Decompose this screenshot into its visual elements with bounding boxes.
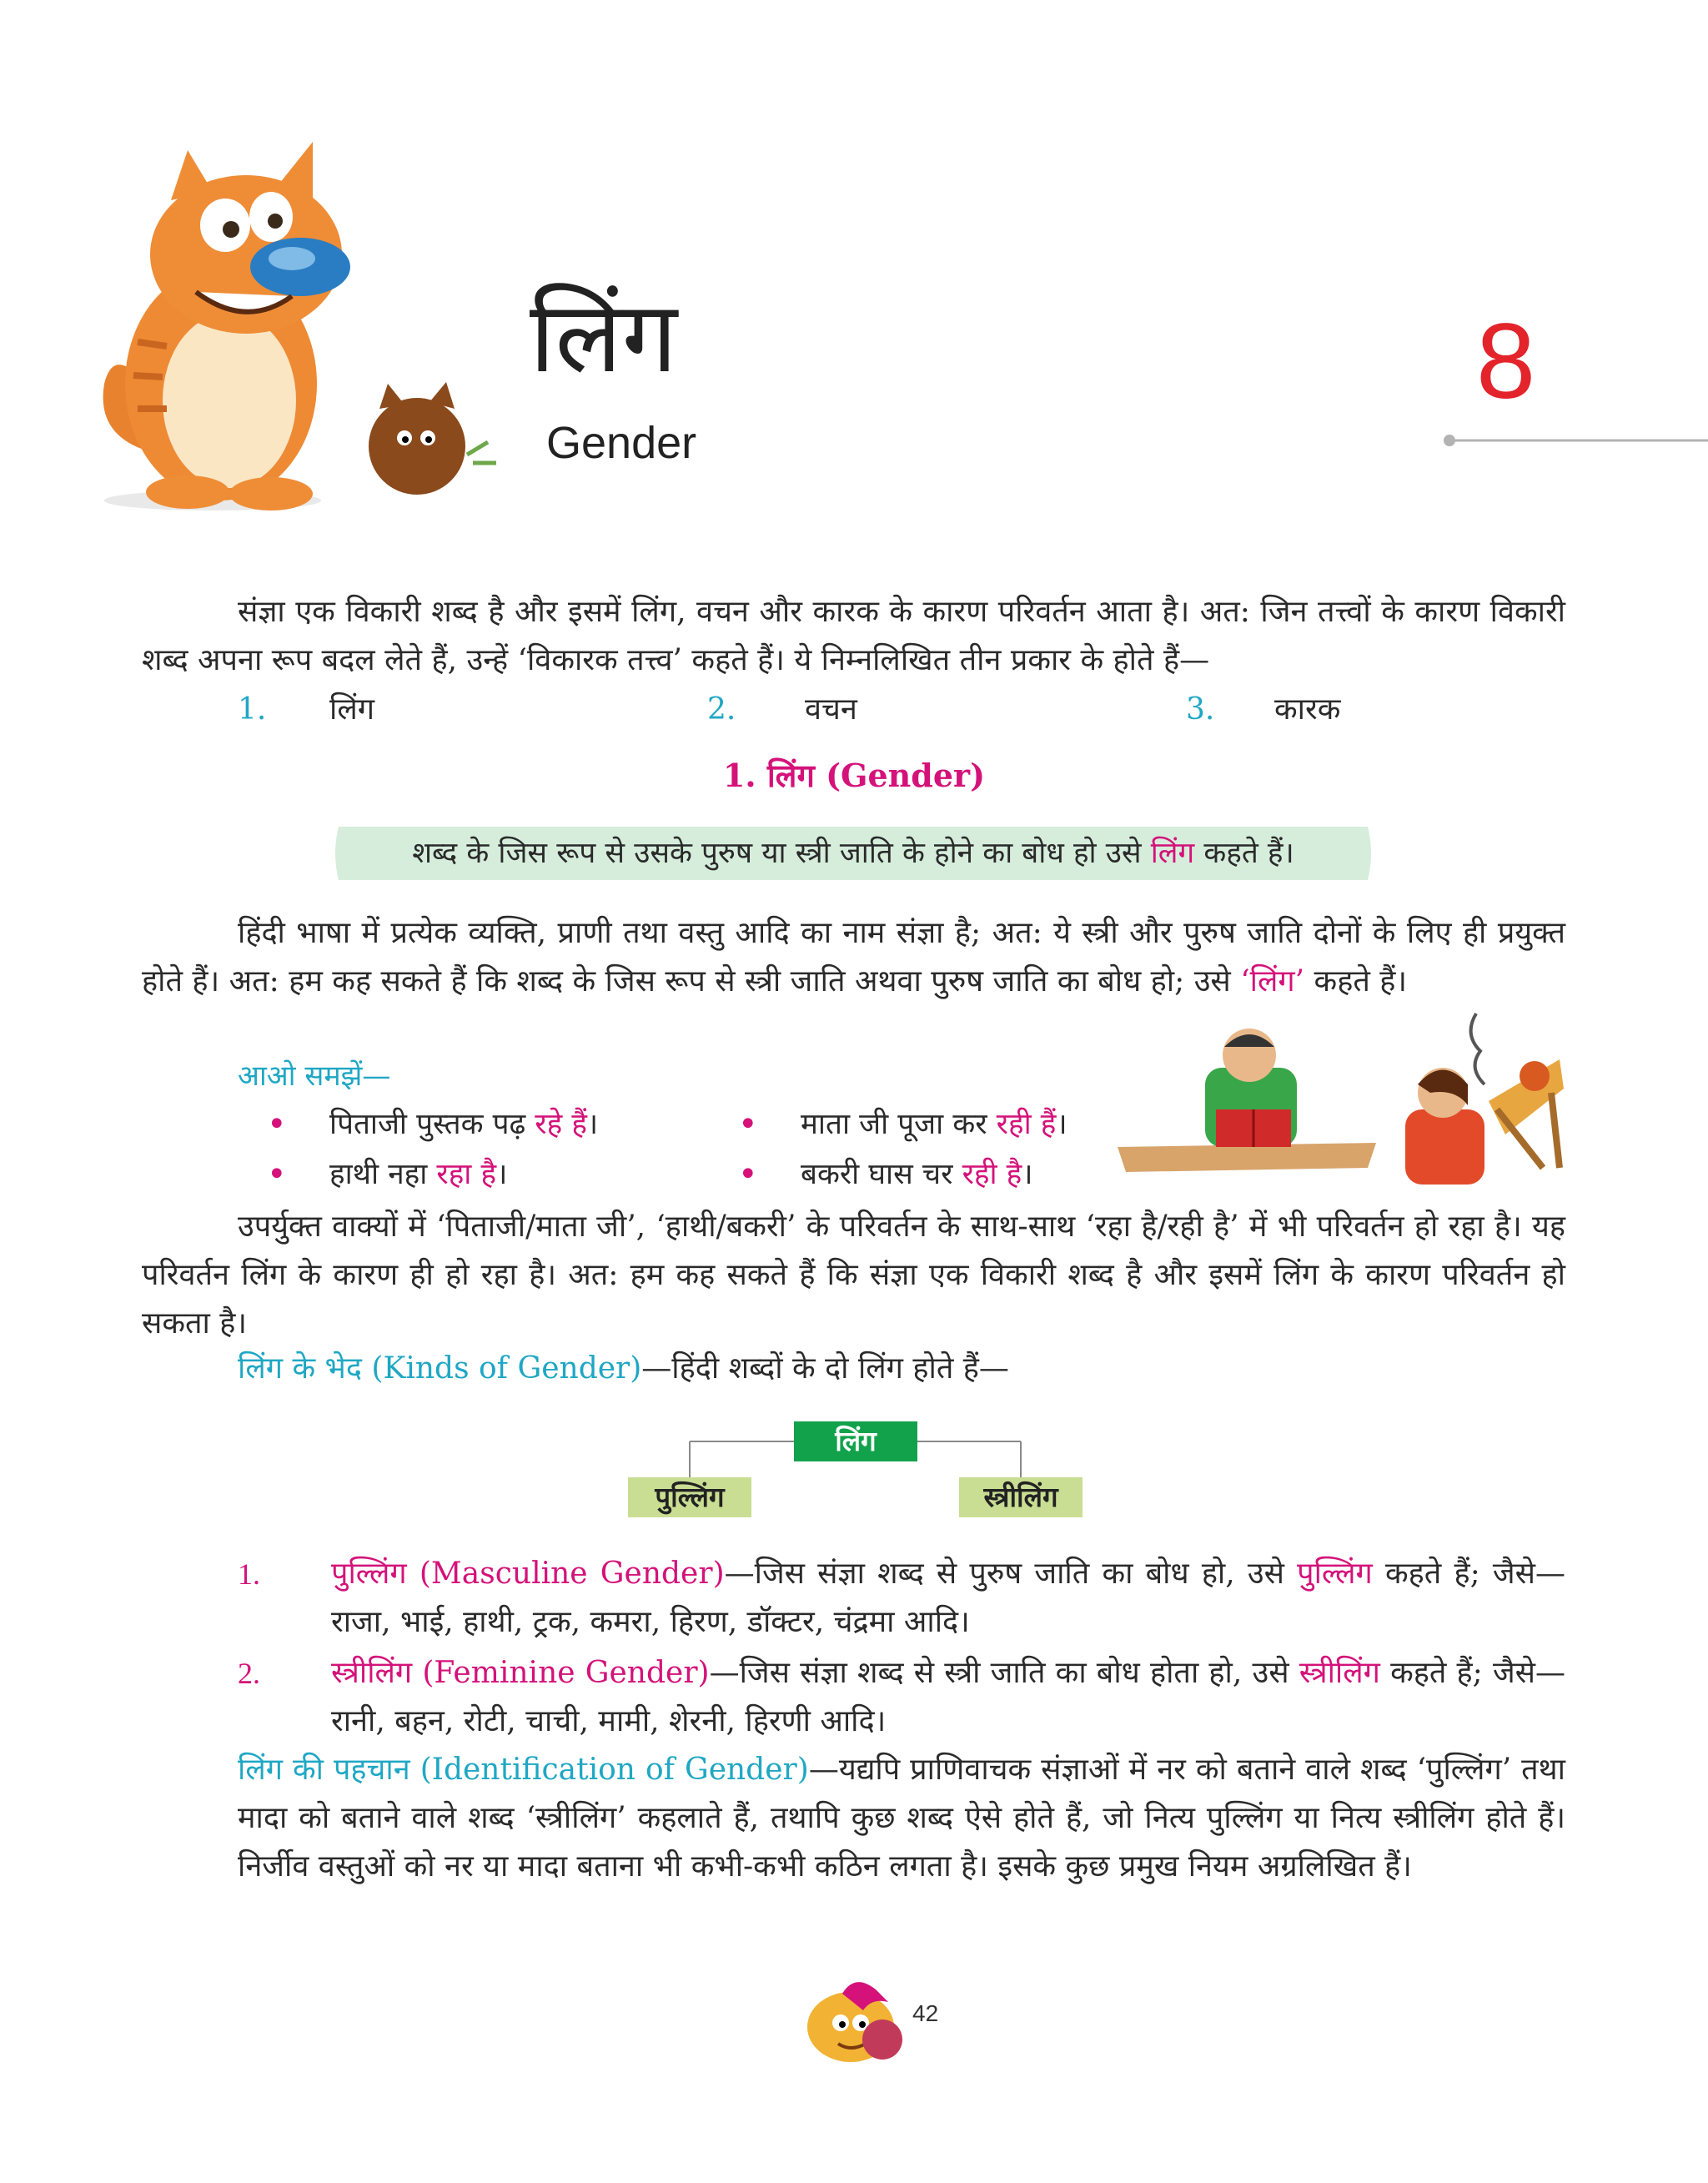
example-sentence: • बकरी घास चर रही है। (801, 1149, 1033, 1200)
factor-number: 2. (707, 692, 736, 727)
mother-praying-illustration (1397, 1009, 1572, 1185)
section-heading: 1. लिंग (Gender) (722, 757, 986, 794)
example-sentence: • माता जी पूजा कर रही हैं। (801, 1099, 1068, 1149)
example-sentence: • हाथी नहा रहा है। (329, 1149, 507, 1200)
explanation-paragraph: हिंदी भाषा में प्रत्येक व्यक्ति, प्राणी तथा वस्तु आदि का नाम संज्ञा है; अत: ये स्त्री और पुरुष जाति दोनों के लिए ही प्रयुक्त होते हैं। अत: हम कह सकते हैं कि शब्द के जिस रूप से स्त्री जाति अथवा पुरुष जाति का बोध हो; उसे ‘लिंग’ कहते हैं। (142, 916, 1565, 998)
factor-label: वचन (805, 692, 857, 727)
kinds-label: लिंग के भेद (Kinds of Gender) (238, 1351, 642, 1386)
factor-label: कारक (1274, 692, 1341, 727)
identification-paragraph: लिंग की पहचान (Identification of Gender)—यद्यपि प्राणिवाचक संज्ञाओं में नर को बताने वाले शब्द ‘पुल्लिंग’ तथा मादा को बताने वाले शब्द ‘स्त्रीलिंग’ कहलाते हैं, तथापि कुछ शब्द ऐसे होते हैं, जो नित्य पुल्लिंग या नित्य स्त्रीलिंग होते हैं। निर्जीव वस्तुओं को नर या मादा बताना भी कभी-कभी कठिन लगता है। इसके कुछ प्रमुख नियम अग्रलिखित हैं। (238, 1753, 1566, 1884)
kinds-of-gender-line: लिंग के भेद (Kinds of Gender)—हिंदी शब्दों के दो लिंग होते हैं— (238, 1351, 1009, 1386)
feminine-definition: 2. स्त्रीलिंग (Feminine Gender)—जिस संज्ञा शब्द से स्त्री जाति का बोध होता हो, उसे स्त्रीलिंग कहते हैं; जैसे—रानी, बहन, रोटी, चाची, मामी, शेरनी, हिरणी आदि। (238, 1649, 1565, 1746)
definition-term: लिंग (1150, 837, 1195, 870)
item-number: 1. (238, 1557, 260, 1591)
observation-paragraph: उपर्युक्त वाक्यों में ‘पिताजी/माता जी’, ‘हाथी/बकरी’ के परिवर्तन के साथ-साथ ‘रहा है/रही है’ में भी परिवर्तन हो रहा है। यह परिवर्तन लिंग के कारण ही हो रहा है। अत: हम कह सकते हैं कि संज्ञा एक विकारी शब्द है और इसमें लिंग के कारण परिवर्तन हो सकता है। (142, 1210, 1565, 1340)
masculine-definition: 1. पुल्लिंग (Masculine Gender)—जिस संज्ञा शब्द से पुरुष जाति का बोध हो, उसे पुल्लिंग कहते हैं; जैसे—राजा, भाई, हाथी, ट्रक, कमरा, हिरण, डॉक्टर, चंद्रमा आदि। (238, 1550, 1565, 1647)
cat-mascot-illustration (88, 133, 521, 517)
factor-number: 1. (238, 692, 267, 727)
gender-tree-diagram (617, 1418, 1084, 1527)
tree-root-node: लिंग (794, 1421, 917, 1461)
tree-node-masculine: पुल्लिंग (628, 1477, 751, 1517)
bullet-icon: • (267, 1105, 287, 1144)
bullet-icon: • (738, 1155, 758, 1194)
factor-label: लिंग (329, 692, 375, 727)
identification-label: लिंग की पहचान (Identification of Gender) (238, 1753, 809, 1787)
chapter-number: 8 (1476, 302, 1536, 421)
father-reading-illustration (1118, 1022, 1376, 1185)
chapter-title: लिंग (530, 279, 678, 395)
type-term: पुल्लिंग (Masculine Gender) (331, 1557, 725, 1591)
definition-text: शब्द के जिस रूप से उसके पुरुष या स्त्री जाति के होने का बोध हो उसे लिंग कहते हैं। (412, 837, 1294, 870)
explanation-term: ‘लिंग’ (1240, 964, 1305, 998)
bullet-icon: • (267, 1155, 287, 1194)
item-number: 2. (238, 1657, 260, 1690)
bullet-icon: • (738, 1105, 758, 1144)
chapter-rule (1443, 434, 1708, 445)
definition-box (327, 822, 1379, 885)
examples-label: आओ समझें— (238, 1059, 391, 1093)
type-term: स्त्रीलिंग (Feminine Gender) (331, 1656, 710, 1690)
factors-list (142, 686, 1565, 734)
example-sentence: • पिताजी पुस्तक पढ़ रहे हैं। (329, 1099, 598, 1149)
page-number: 42 (912, 2000, 939, 2026)
chapter-subtitle: Gender (546, 418, 697, 468)
factor-number: 3. (1186, 692, 1215, 727)
intro-paragraph: संज्ञा एक विकारी शब्द है और इसमें लिंग, वचन और कारक के कारण परिवर्तन आता है। अत: जिन तत्त्वों के कारण विकारी शब्द अपना रूप बदल लेते हैं, उन्हें ‘विकारक तत्त्व’ कहते हैं। ये निम्नलिखित तीन प्रकार के होते हैं— (142, 595, 1565, 677)
tree-node-feminine: स्त्रीलिंग (959, 1477, 1083, 1517)
